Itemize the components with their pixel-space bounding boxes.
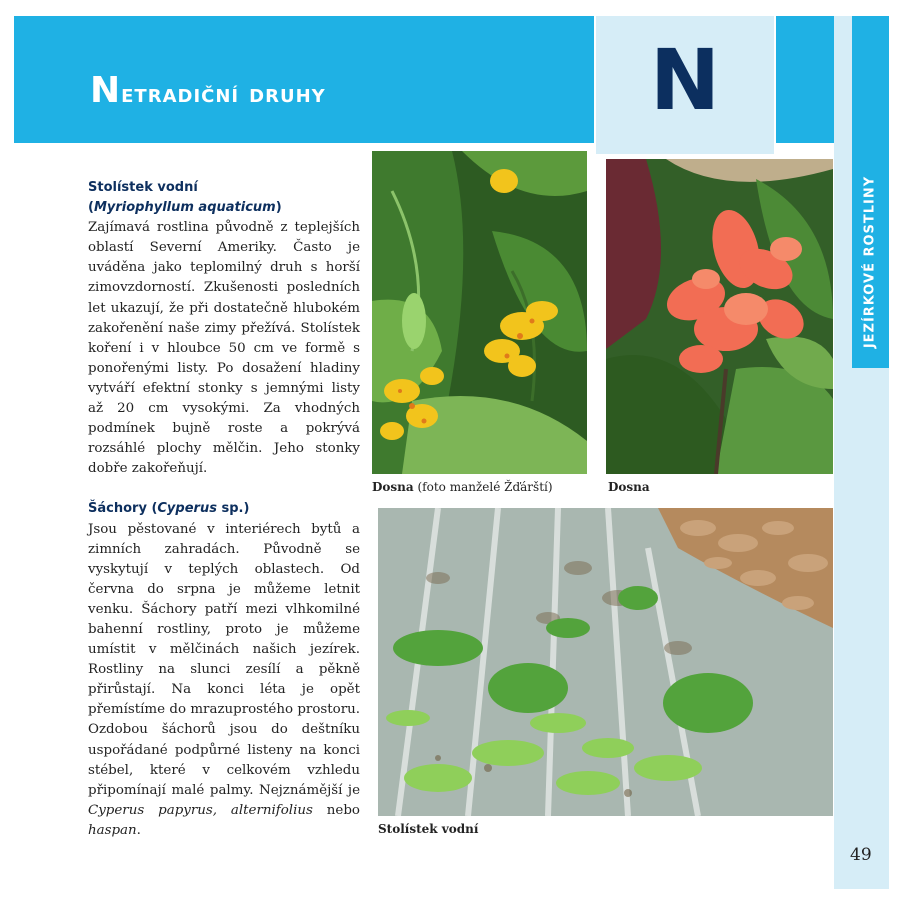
section2-body [88,520,360,842]
chapter-letter-box [596,16,774,154]
page-number: 49 [850,845,872,865]
page-title-initial: N [90,70,122,111]
section1-heading-latin: Myriophyllum aquaticum [93,200,276,216]
paren-open: ( [146,501,158,517]
section2-body-italic2: haspan [88,822,137,838]
caption-photo2-title: Dosna [608,480,650,494]
caption-photo3 [378,822,478,836]
section2-heading-latin: Cyperus [157,501,217,517]
text-column [88,178,360,841]
section2-body-mid: nebo [312,802,360,818]
sidebar-label: JEZÍRKOVÉ ROSTLINY [862,175,878,349]
section2-body-italic: Cyperus papyrus, alternifolius [88,802,313,818]
photo-stolistek-vodni [378,508,833,816]
caption-photo3-title: Stolístek vodní [378,822,479,836]
section2-heading-tail: sp.) [216,501,250,517]
caption-photo1-credit: (foto manželé Žďárští) [413,480,553,494]
section1-heading-latin-line [88,198,360,218]
photo-dosna-red [606,159,833,474]
section1-body: Zajímavá rostlina původně z teplejších oblastí Severní Ameriky. Často je uváděna jako teplomilný druh s horší zimovzdorností. Zkušenosti posledních let ukazují, že při dostatečně hlubokém zakořenění naše zimy přežívá. Stolístek koření i v hloubce 50 cm ve formě s ponořenými listy. Po dosažení hladiny vytváří efektní stonky s jemnými listy až 20 cm vysokými. Za vhodných podmínek bujně roste a pokrývá rozsáhlé plochy mělčin. Jeho stonky dobře zakořeňují. [88,220,360,477]
paren-open: ( [88,200,94,216]
caption-photo2 [608,480,650,494]
section2-heading-common: Šáchory [88,501,147,517]
header-accent-block [776,16,834,143]
section2-heading [88,499,360,519]
chapter-letter: N [649,31,721,129]
section2-body-text: Jsou pěstované v interiérech bytů a zimních zahradách. Původně se vyskytují v teplých oblastech. Od června do srpna je můžeme letnit venku. Šáchory patří mezi vlhkomilné bahenní rostliny, proto je můžeme umístit v mělčinách našich jezírek. Rostliny na slunci zesílí a pěkně přirůstají. Na konci léta je opět přemístíme do mrazuprostého prostoru. Ozdobou šáchorů jsou do deštníku uspořádané podpůrné listeny na konci stébel, které v celkovém vzhledu připomínají malé palmy. Nejznámější je [88,521,360,798]
caption-photo1 [372,480,553,494]
photo-dosna-yellow [372,151,587,474]
page-title [90,70,326,111]
section1-heading-common: Stolístek vodní [88,180,198,195]
section2-body-end: . [136,822,141,838]
caption-photo1-title: Dosna [372,480,414,494]
section1-heading [88,178,360,218]
page-title-rest: etradiční druhy [121,79,326,109]
paren-close: ) [275,200,282,216]
